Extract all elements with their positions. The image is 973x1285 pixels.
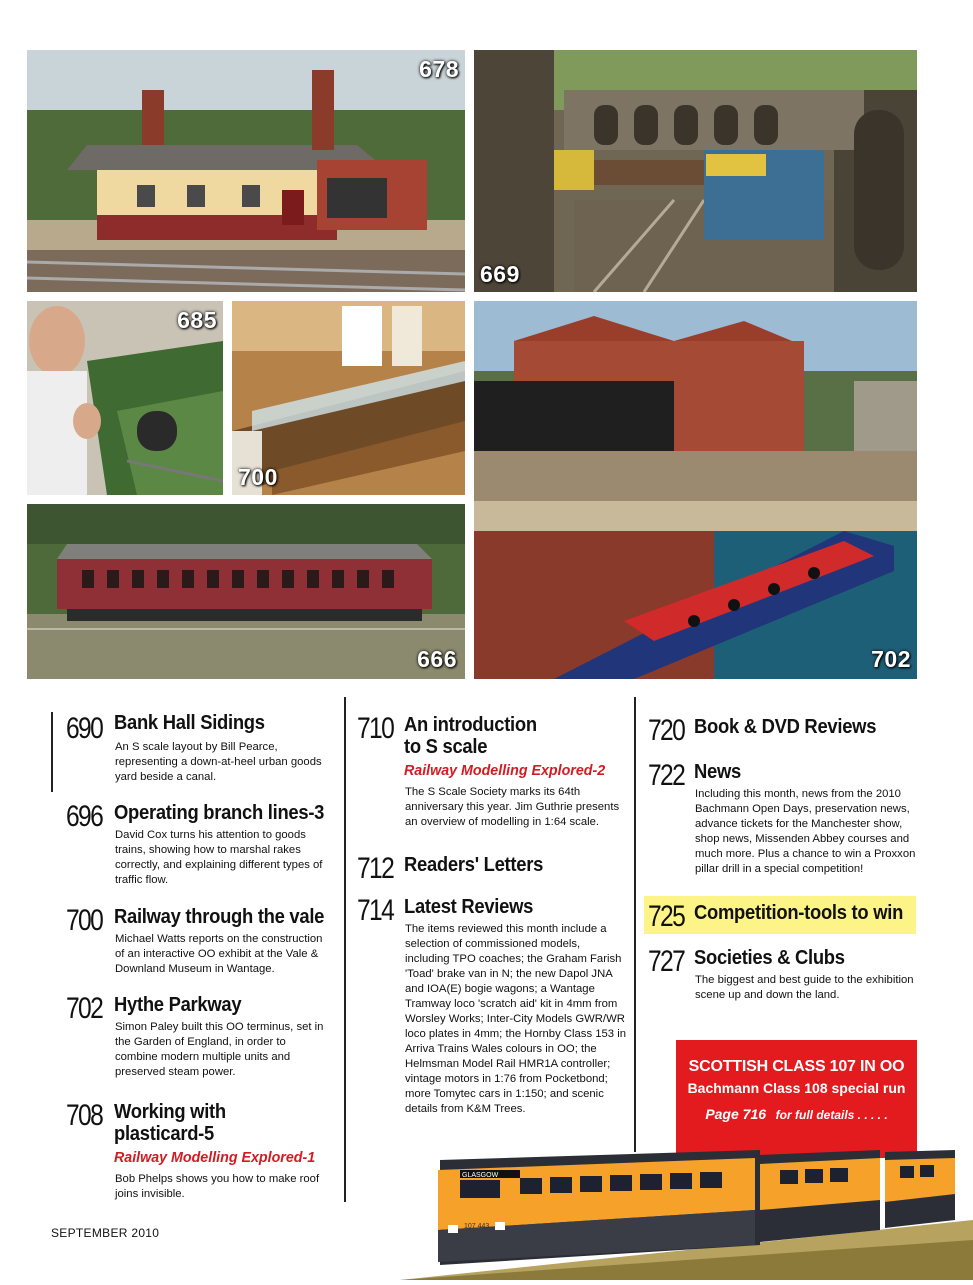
page-number-label: 702	[871, 646, 911, 672]
entry-title: Competition-tools to win	[694, 902, 904, 924]
photo-tunnel-669	[474, 50, 917, 292]
contents-entry-700[interactable]	[66, 904, 336, 984]
entry-page-number: 702	[66, 992, 103, 1025]
contents-entry-727[interactable]	[648, 945, 918, 1005]
class-107-dmu-image	[400, 1150, 973, 1280]
entry-description: David Cox turns his attention to goods trains, showing how to marshal rakes correctly, and explaining different types of traffic flow.	[115, 829, 323, 886]
page-number-label: 666	[417, 646, 457, 672]
entry-title: Bank Hall Sidings	[114, 712, 265, 734]
entry-title-line-2: to S scale	[404, 736, 488, 758]
entry-page-number: 696	[66, 800, 103, 833]
entry-page-number: 690	[66, 712, 103, 745]
entry-page-number: 725	[648, 900, 685, 933]
contents-entry-722[interactable]	[648, 759, 918, 884]
entry-title-line-2: plasticard-5	[114, 1123, 214, 1145]
photo-canal-702	[474, 301, 917, 679]
station-illustration	[27, 50, 465, 292]
contents-entry-708[interactable]	[66, 1099, 341, 1204]
entry-title-line-1: Working with	[114, 1101, 226, 1123]
entry-title: Hythe Parkway	[114, 994, 242, 1016]
train-destination-blind: GLASGOW	[462, 1172, 499, 1179]
photo-carriage-666	[27, 504, 465, 679]
page-number-label: 678	[419, 56, 459, 82]
entry-title: News	[694, 761, 741, 783]
contents-entry-725[interactable]	[648, 900, 916, 934]
issue-date: SEPTEMBER 2010	[51, 1226, 160, 1240]
entry-page-number: 710	[357, 712, 394, 745]
entry-description: Bob Phelps shows you how to make roof joins invisible.	[115, 1173, 320, 1200]
promo-page-ref: Page 716	[705, 1106, 767, 1122]
tunnel-illustration	[474, 50, 917, 292]
contents-entry-710[interactable]	[357, 712, 627, 832]
entry-description: The S Scale Society marks its 64th anniversary this year. Jim Guthrie presents an overview of modelling in 1:64 scale.	[405, 786, 620, 828]
contents-entry-702[interactable]	[66, 992, 336, 1087]
column-divider	[634, 697, 636, 1152]
page-number-label: 700	[238, 464, 278, 490]
entry-title-line-1: An introduction	[404, 714, 537, 736]
photo-museum-700	[232, 301, 465, 495]
entry-series-subtitle: Railway Modelling Explored-1	[114, 1149, 316, 1166]
promo-subline: Bachmann Class 108 special run	[687, 1080, 906, 1096]
train-unit-number: 107 443	[464, 1223, 490, 1230]
entry-page-number: 700	[66, 904, 103, 937]
promo-headline: SCOTTISH CLASS 107 IN OO	[688, 1058, 905, 1075]
promo-details: for full details . . . . .	[775, 1108, 888, 1122]
entry-page-number: 722	[648, 759, 685, 792]
entry-page-number: 727	[648, 945, 685, 978]
entry-description: An S scale layout by Bill Pearce, representing a down-at-heel urban goods yard beside a canal.	[115, 741, 322, 783]
entry-title: Readers' Letters	[404, 854, 544, 876]
photo-modeller-685	[27, 301, 223, 495]
entry-title: Railway through the vale	[114, 906, 325, 928]
entry-description: Simon Paley built this OO terminus, set in the Garden of England, in order to combine modern multiple units and preserved steam power.	[115, 1021, 324, 1078]
entry-page-number: 708	[66, 1099, 103, 1132]
contents-entry-712[interactable]	[357, 852, 627, 886]
photo-station-678	[27, 50, 465, 292]
entry-description: The items reviewed this month include a selection of commissioned models, including TPO coaches; the Graham Farish 'Toad' brake van in N; the new Dapol JNA and IOA(E) bogie wagons; a Wantage Tramway loco 'scratch aid' kit in 4mm from Worsley Works; Inter-City Models GWR/WR loco plates in 4mm; the Hornby Class 153 in Arriva Trains Wales colours in OO; the Helmsman Model Rail HMR1A controller; vintage motors in 1:76 from Pocketbond; more Tomytec cars in 1:150; and scenic details from K&M Trees.	[405, 923, 627, 1115]
carriage-illustration	[27, 504, 465, 679]
entry-page-number: 714	[357, 894, 394, 927]
column-divider	[344, 697, 346, 1202]
contents-entry-696[interactable]	[66, 800, 336, 895]
entry-title: Book & DVD Reviews	[694, 716, 877, 738]
entry-page-number: 712	[357, 852, 394, 885]
contents-entry-720[interactable]	[648, 714, 918, 748]
promo-page-line	[676, 1106, 917, 1122]
entry-title: Operating branch lines-3	[114, 802, 325, 824]
page-number-label: 669	[480, 261, 520, 287]
promo-box[interactable]	[676, 1040, 917, 1158]
entry-title: Societies & Clubs	[694, 947, 845, 969]
contents-entry-690[interactable]	[66, 712, 336, 792]
contents-entry-714[interactable]	[357, 894, 627, 1149]
entry-description: The biggest and best guide to the exhibition scene up and down the land.	[695, 974, 914, 1001]
entry-description: Including this month, news from the 2010 Bachmann Open Days, preservation news, advance tickets for the Manchester show, shop news, Missenden Abbey courses and much more. Plus a chance to win a Proxxon pillar drill in a special competition!	[695, 788, 916, 875]
canal-illustration	[474, 301, 917, 679]
entry-title: Latest Reviews	[404, 896, 534, 918]
entry-description: Michael Watts reports on the construction of an interactive OO exhibit at the Vale & Downland Museum in Wantage.	[115, 933, 323, 975]
entry-page-number: 720	[648, 714, 685, 747]
column-divider	[51, 712, 53, 792]
entry-series-subtitle: Railway Modelling Explored-2	[404, 762, 606, 779]
page-number-label: 685	[177, 307, 217, 333]
train-illustration	[400, 1150, 973, 1280]
